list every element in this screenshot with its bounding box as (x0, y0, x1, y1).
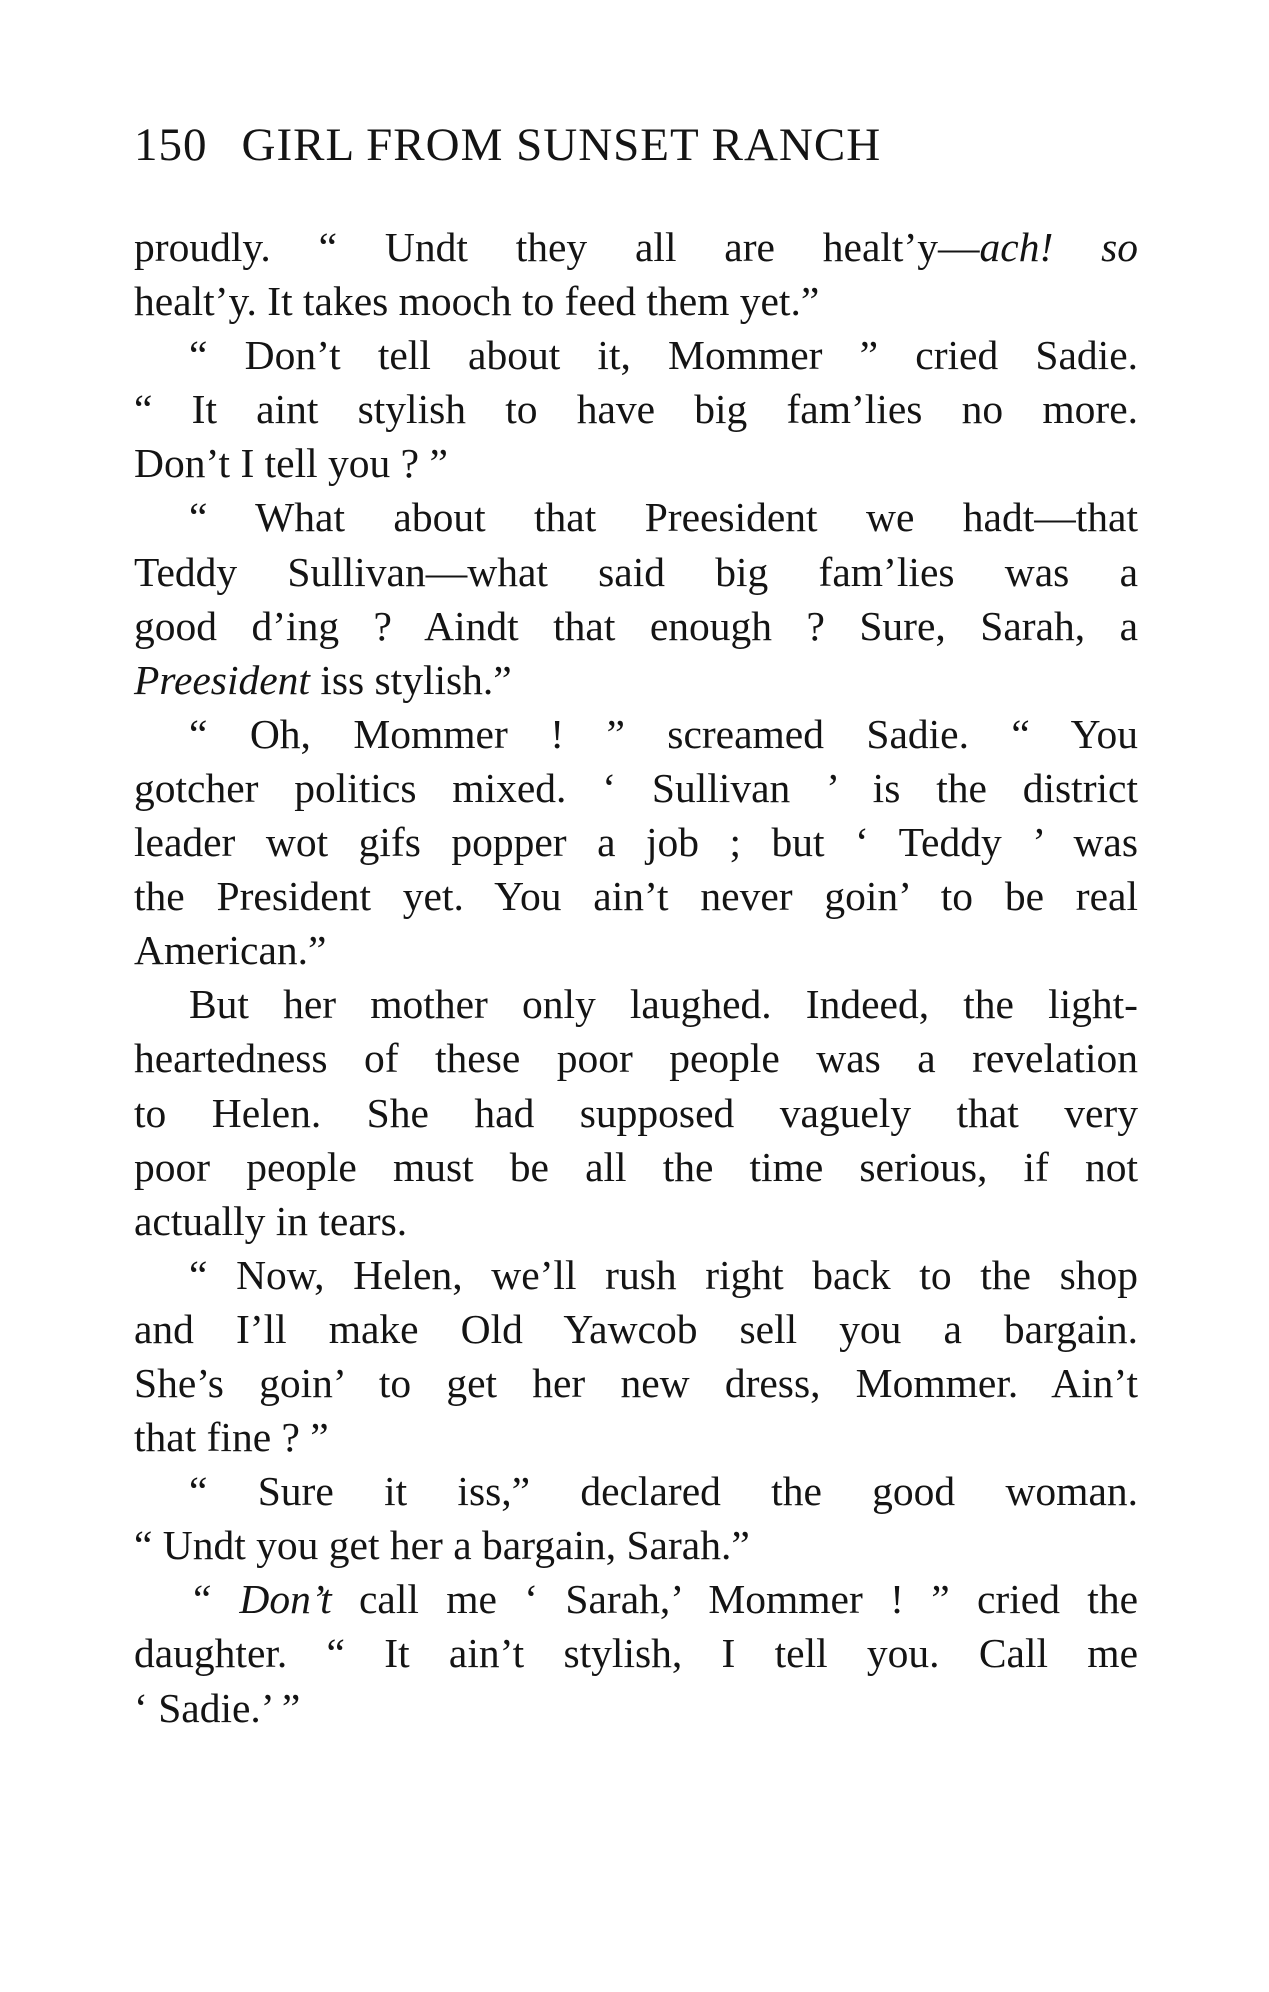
running-title: GIRL FROM SUNSET RANCH (241, 119, 882, 171)
text-run: Don’t I tell you ? ” (134, 440, 448, 487)
italic-text: “ Don’t (189, 1576, 332, 1623)
text-run: leader wot gifs popper a job ; but ‘ Teddy ’ was (134, 819, 1138, 866)
text-line (134, 274, 1138, 328)
text-run: “ What about that Preesident we hadt—that (189, 494, 1138, 541)
text-line (134, 653, 1138, 707)
text-line (134, 1302, 1138, 1356)
text-run: proudly. “ Undt they all are healt’y— (134, 224, 980, 270)
text-run: She’s goin’ to get her new dress, Mommer. Ain’t (134, 1359, 1138, 1406)
text-line (134, 1194, 1138, 1248)
text-line (134, 1086, 1138, 1140)
text-run: heartedness of these poor people was a revelation (134, 1035, 1138, 1082)
text-line (134, 1356, 1138, 1410)
text-run: the President yet. You ain’t never goin’ to be real (134, 873, 1138, 920)
text-run: daughter. “ It ain’t stylish, I tell you. Call me (134, 1630, 1138, 1677)
text-run: iss stylish.” (309, 656, 512, 703)
text-line (134, 1464, 1138, 1518)
text-run: call me ‘ Sarah,’ Mommer ! ” cried the (331, 1576, 1138, 1623)
text-run: to Helen. She had supposed vaguely that very (134, 1089, 1138, 1136)
text-line (134, 328, 1138, 382)
text-line (134, 815, 1138, 869)
text-line (134, 545, 1138, 599)
text-line (134, 761, 1138, 815)
text-run: But her mother only laughed. Indeed, the light- (189, 981, 1138, 1028)
text-line (134, 1518, 1138, 1572)
italic-text: ach! so (979, 224, 1139, 270)
text-line (134, 923, 1138, 977)
text-run: poor people must be all the time serious, if not (134, 1143, 1138, 1190)
text-line (134, 382, 1138, 436)
text-line (134, 1248, 1138, 1302)
page-number: 150 (134, 119, 208, 171)
text-line (134, 599, 1138, 653)
text-line (134, 869, 1138, 923)
text-run: actually in tears. (134, 1197, 408, 1244)
text-run: Teddy Sullivan—what said big fam’lies was a (134, 548, 1138, 595)
text-line (134, 1140, 1138, 1194)
text-line (134, 707, 1138, 761)
text-run: “ Don’t tell about it, Mommer ” cried Sadie. (189, 332, 1138, 379)
text-line (134, 436, 1138, 490)
text-run: and I’ll make Old Yawcob sell you a bargain. (134, 1305, 1138, 1352)
italic-text: Preesident (134, 656, 310, 703)
text-line (134, 220, 1138, 274)
running-head (134, 118, 881, 178)
body-text (134, 220, 1138, 1735)
text-run: “ Undt you get her a bargain, Sarah.” (134, 1522, 750, 1569)
text-line (134, 1626, 1138, 1680)
text-line (134, 1572, 1138, 1626)
text-line (134, 977, 1138, 1031)
text-line (134, 490, 1138, 544)
text-run: gotcher politics mixed. ‘ Sullivan ’ is the district (134, 764, 1138, 811)
text-run: good d’ing ? Aindt that enough ? Sure, Sarah, a (134, 602, 1138, 649)
text-run: “ Now, Helen, we’ll rush right back to the shop (189, 1251, 1138, 1298)
text-run: ‘ Sadie.’ ” (134, 1684, 301, 1731)
text-run: “ Sure it iss,” declared the good woman. (189, 1468, 1138, 1515)
text-run: that fine ? ” (134, 1414, 329, 1461)
text-run: “ It aint stylish to have big fam’lies no more. (134, 386, 1138, 433)
text-run: American.” (134, 927, 327, 974)
text-run: healt’y. It takes mooch to feed them yet.” (134, 278, 820, 325)
text-run: “ Oh, Mommer ! ” screamed Sadie. “ You (189, 710, 1138, 757)
text-line (134, 1410, 1138, 1464)
text-line (134, 1031, 1138, 1085)
text-line (134, 1681, 1138, 1735)
